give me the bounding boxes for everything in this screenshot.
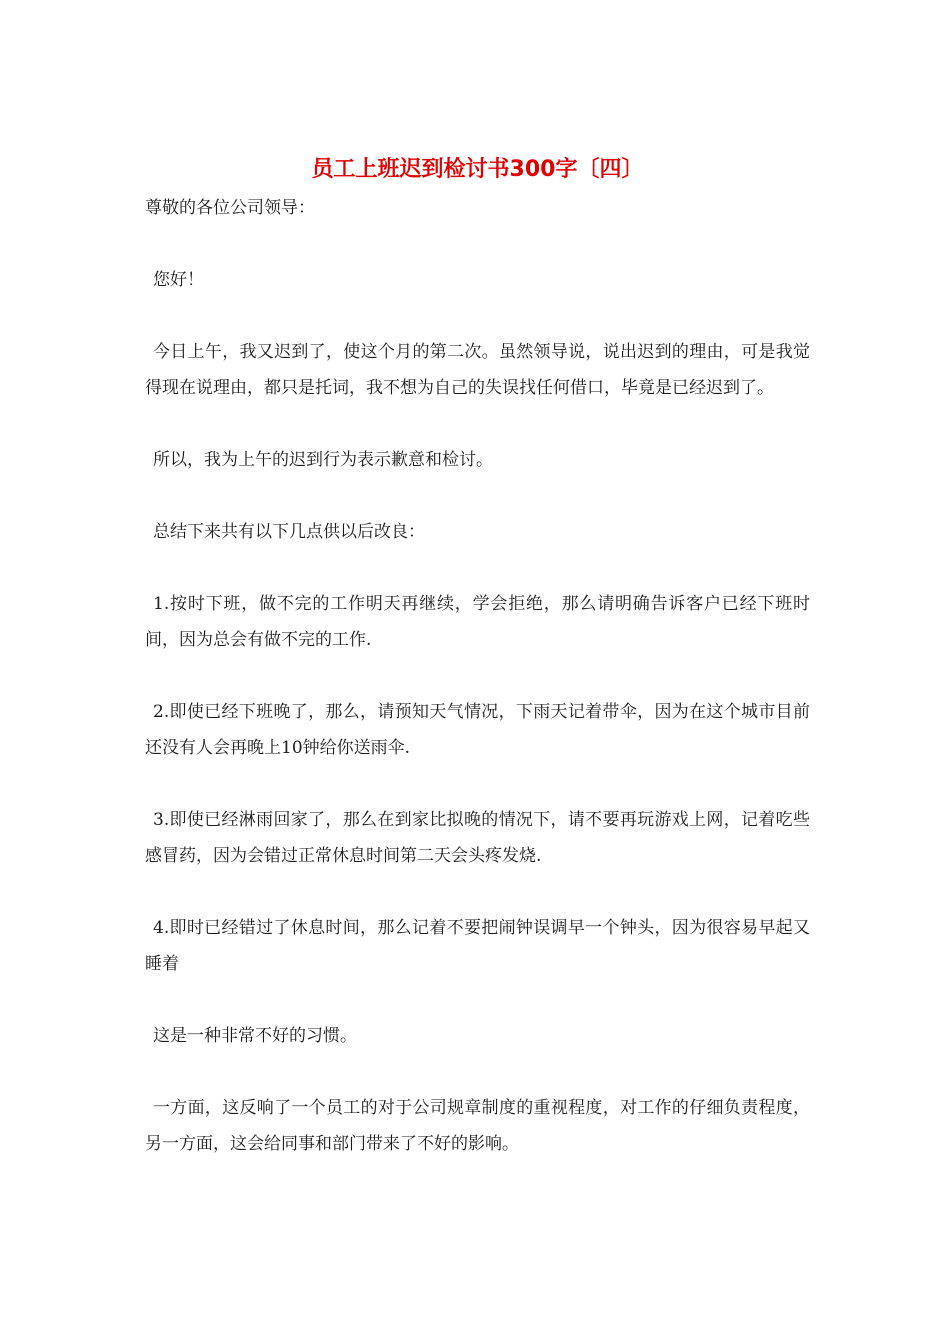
document-title: 员工上班迟到检讨书300字〔四〕	[311, 157, 644, 182]
paragraph-point-2: 2.即使已经下班晚了，那么，请预知天气情况，下雨天记着带伞，因为在这个城市目前还没有人会再晚上10钟给你送雨伞.	[145, 702, 810, 758]
paragraph-bad-habit: 这是一种非常不好的习惯。	[153, 1026, 357, 1046]
paragraph-point-3: 3.即使已经淋雨回家了，那么在到家比拟晚的情况下，请不要再玩游戏上网，记着吃些感冒药，因为会错过正常休息时间第二天会头疼发烧.	[145, 810, 810, 866]
salutation: 尊敬的各位公司领导：	[145, 198, 315, 218]
paragraph-point-4: 4.即时已经错过了休息时间，那么记着不要把闹钟误调早一个钟头，因为很容易早起又睡着	[145, 918, 810, 974]
paragraph-greeting: 您好！	[153, 270, 204, 290]
paragraph-late-reason: 今日上午，我又迟到了，使这个月的第二次。虽然领导说，说出迟到的理由，可是我觉得现在说理由，都只是托词，我不想为自己的失误找任何借口，毕竟是已经迟到了。	[145, 342, 810, 398]
paragraph-point-1: 1.按时下班，做不完的工作明天再继续，学会拒绝，那么请明确告诉客户已经下班时间，因为总会有做不完的工作.	[145, 594, 810, 650]
paragraph-impact: 一方面，这反响了一个员工的对于公司规章制度的重视程度，对工作的仔细负责程度，另一方面，这会给同事和部门带来了不好的影响。	[145, 1098, 810, 1154]
paragraph-summary-intro: 总结下来共有以下几点供以后改良：	[153, 522, 425, 542]
paragraph-apology: 所以，我为上午的迟到行为表示歉意和检讨。	[153, 450, 493, 470]
document-body	[145, 150, 810, 1198]
